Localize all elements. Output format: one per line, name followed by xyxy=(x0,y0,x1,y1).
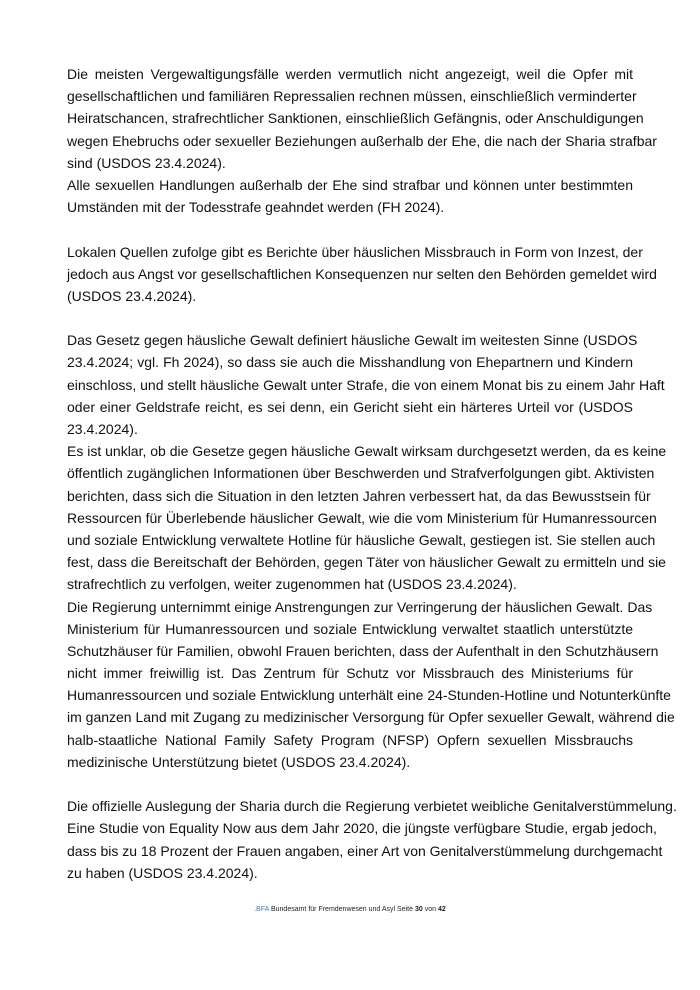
text-line: einschloss, und stellt häusliche Gewalt unter Strafe, die von einem Monat bis zu einem Jahr Haft xyxy=(67,376,665,393)
paragraph xyxy=(67,174,633,218)
text-line: 23.4.2024). xyxy=(67,421,138,437)
footer-of-label: von xyxy=(424,906,437,913)
text-line: Ministerium für Humanressourcen und soziale Entwicklung verwaltet staatlich unterstützte xyxy=(67,620,633,637)
text-line: 23.4.2024; vgl. Fh 2024), so dass sie auch die Misshandlung von Ehepartnern und Kindern xyxy=(67,354,633,371)
text-line: Umständen mit der Todesstrafe geahndet werden (FH 2024). xyxy=(67,199,445,216)
text-line: Es ist unklar, ob die Gesetze gegen häusliche Gewalt wirksam durchgesetzt werden, da es keine xyxy=(67,443,667,460)
paragraph-spacer xyxy=(67,307,633,329)
text-line: Die meisten Vergewaltigungsfälle werden vermutlich nicht angezeigt, weil die Opfer mit xyxy=(67,66,633,82)
text-line: strafrechtlich zu verfolgen, weiter zugenommen hat (USDOS 23.4.2024). xyxy=(67,576,517,593)
text-line: Alle sexuellen Handlungen außerhalb der Ehe sind strafbar und können unter bestimmten xyxy=(67,176,633,193)
footer-page-number: 30 xyxy=(414,906,423,913)
paragraph xyxy=(67,596,675,774)
text-line: fest, dass die Bereitschaft der Behörden, gegen Täter von häuslicher Gewalt zu ermitteln und sie xyxy=(67,554,666,571)
text-line: Die Regierung unternimmt einige Anstrengungen zur Verringerung der häuslichen Gewalt. Das xyxy=(67,598,653,615)
text-line: wegen Ehebruchs oder sexueller Beziehungen außerhalb der Ehe, die nach der Sharia strafbar xyxy=(67,132,657,149)
text-line: Eine Studie von Equality Now aus dem Jahr 2020, die jüngste verfügbare Studie, ergab jedoch, xyxy=(67,820,657,837)
footer-page-label: Seite xyxy=(397,906,414,913)
text-line: zu haben (USDOS 23.4.2024). xyxy=(67,864,258,881)
text-line: Die offizielle Auslegung der Sharia durch die Regierung verbietet weibliche Genitalverstümmelung. xyxy=(67,798,677,815)
text-line: sind (USDOS 23.4.2024). xyxy=(67,154,226,171)
text-line: Lokalen Quellen zufolge gibt es Berichte über häuslichen Missbrauch in Form von Inzest, der xyxy=(67,243,643,260)
text-line: im ganzen Land mit Zugang zu medizinischer Versorgung für Opfer sexueller Gewalt, während die xyxy=(67,709,675,726)
text-line: Schutzhäuser für Familien, obwohl Frauen berichten, dass der Aufenthalt in den Schutzhäusern xyxy=(67,642,659,659)
paragraph xyxy=(67,329,665,440)
text-line: berichten, dass sich die Situation in den letzten Jahren verbessert hat, da das Bewusstsein für xyxy=(67,487,651,504)
paragraph-spacer xyxy=(67,218,633,240)
page-footer xyxy=(0,906,700,913)
paragraph xyxy=(67,63,657,174)
text-line: und soziale Entwicklung verwaltete Hotline für häusliche Gewalt, gestiegen ist. Sie stellen auch xyxy=(67,531,656,548)
text-line: Ressourcen für Überlebende häuslicher Gewalt, wie die vom Ministerium für Humanressourcen xyxy=(67,509,657,526)
text-line: öffentlich zugänglichen Informationen über Beschwerden und Strafverfolgungen gibt. Aktivisten xyxy=(67,465,655,482)
document-body xyxy=(67,63,677,884)
paragraph xyxy=(67,795,677,884)
text-line: dass bis zu 18 Prozent der Frauen angaben, einer Art von Genitalverstümmelung durchgemacht xyxy=(67,842,663,859)
paragraph xyxy=(67,440,667,595)
text-line: (USDOS 23.4.2024). xyxy=(67,287,197,304)
text-line: Das Gesetz gegen häusliche Gewalt definiert häusliche Gewalt im weitesten Sinne (USDOS xyxy=(67,332,638,349)
footer-brand-logo: .BFA xyxy=(254,906,270,913)
text-line: oder einer Geldstrafe reicht, es sei denn, ein Gericht sieht ein härteres Urteil vor (USDOS xyxy=(67,398,633,415)
paragraph xyxy=(67,241,657,308)
text-line: halb-staatliche National Family Safety Program (NFSP) Opfern sexuellen Missbrauchs xyxy=(67,731,633,748)
text-line: nicht immer freiwillig ist. Das Zentrum für Schutz vor Missbrauch des Ministeriums für xyxy=(67,665,633,682)
text-line: medizinische Unterstützung bietet (USDOS 23.4.2024). xyxy=(67,753,411,770)
footer-page-total: 42 xyxy=(437,906,446,913)
footer-agency: Bundesamt für Fremdenwesen und Asyl xyxy=(270,906,396,913)
text-line: gesellschaftlichen und familiären Repressalien rechnen müssen, einschließlich verminderter xyxy=(67,88,637,105)
text-line: Humanressourcen und soziale Entwicklung unterhält eine 24-Stunden-Hotline und Notunterkünfte xyxy=(67,687,671,704)
text-line: jedoch aus Angst vor gesellschaftlichen Konsequenzen nur selten den Behörden gemeldet wird xyxy=(67,265,657,282)
text-line: Heiratschancen, strafrechtlicher Sanktionen, einschließlich Gefängnis, oder Anschuldigungen xyxy=(67,110,644,127)
paragraph-spacer xyxy=(67,773,633,795)
